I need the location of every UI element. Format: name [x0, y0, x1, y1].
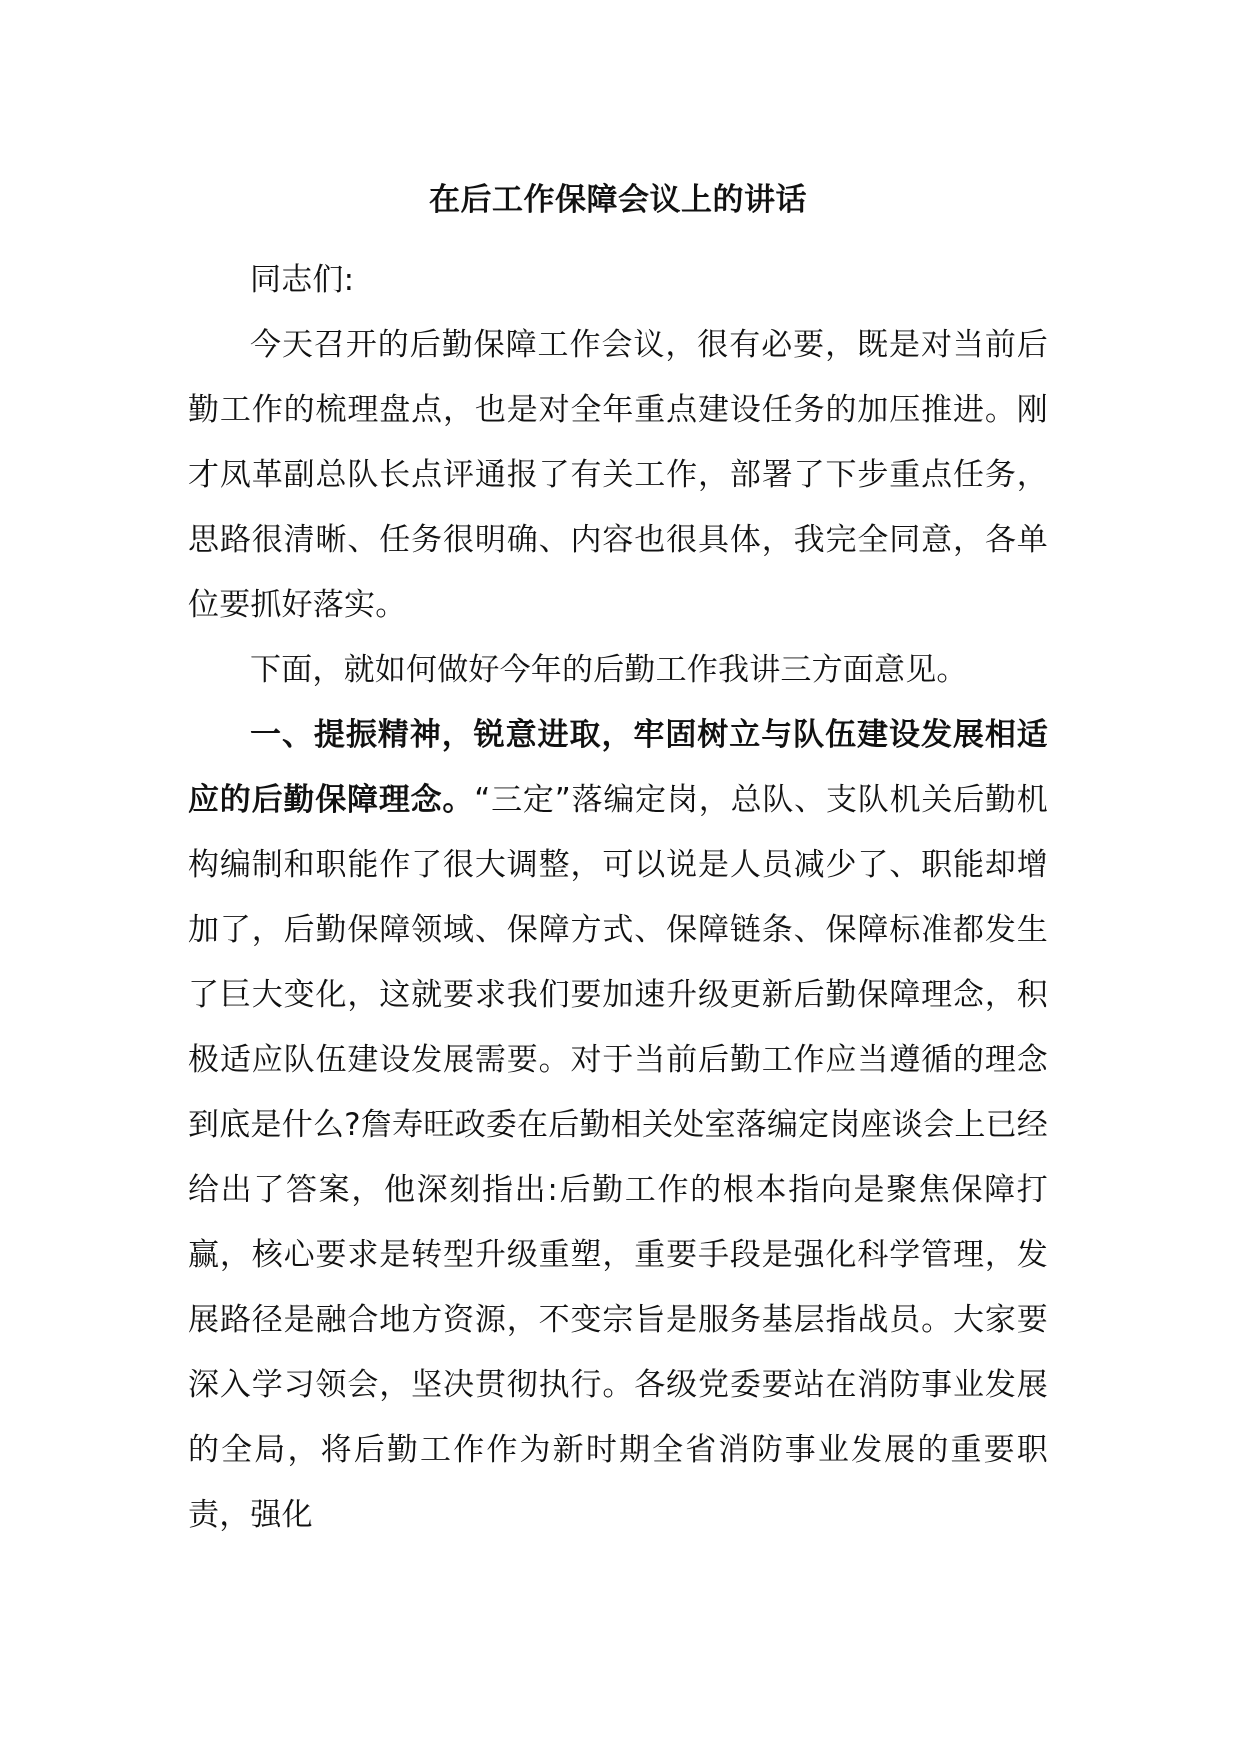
- paragraph-outline: 下面，就如何做好今年的后勤工作我讲三方面意见。: [250, 652, 968, 688]
- section-1-paragraph: [188, 703, 1048, 1548]
- section-1-body: “三定”落编定岗，总队、支队机关后勤机构编制和职能作了很大调整，可以说是人员减少了、职能却增加了，后勤保障领域、保障方式、保障链条、保障标准都发生了巨大变化，这就要求我们要加速升级更新后勤保障理念，积极适应队伍建设发展需要。对于当前后勤工作应当遵循的理念到底是什么?詹寿旺政委在后勤相关处室落编定岗座谈会上已经给出了答案，他深刻指出:后勤工作的根本指向是聚焦保障打赢，核心要求是转型升级重塑，重要手段是强化科学管理，发展路径是融合地方资源，不变宗旨是服务基层指战员。大家要深入学习领会，坚决贯彻执行。各级党委要站在消防事业发展的全局，将后勤工作作为新时期全省消防事业发展的重要职责，强化: [188, 782, 1048, 1533]
- section-1-heading: 一、提振精神，锐意进取，牢固树立与队伍建设发展相适应的后勤保障理念。: [188, 717, 1048, 818]
- greeting: 同志们:: [250, 262, 355, 298]
- document-page: [188, 172, 1048, 1548]
- paragraph-intro: 今天召开的后勤保障工作会议，很有必要，既是对当前后勤工作的梳理盘点，也是对全年重点建设任务的加压推进。刚才凤革副总队长点评通报了有关工作，部署了下步重点任务，思路很清晰、任务很明确、内容也很具体，我完全同意，各单位要抓好落实。: [188, 327, 1048, 623]
- document-title: 在后工作保障会议上的讲话: [429, 182, 807, 218]
